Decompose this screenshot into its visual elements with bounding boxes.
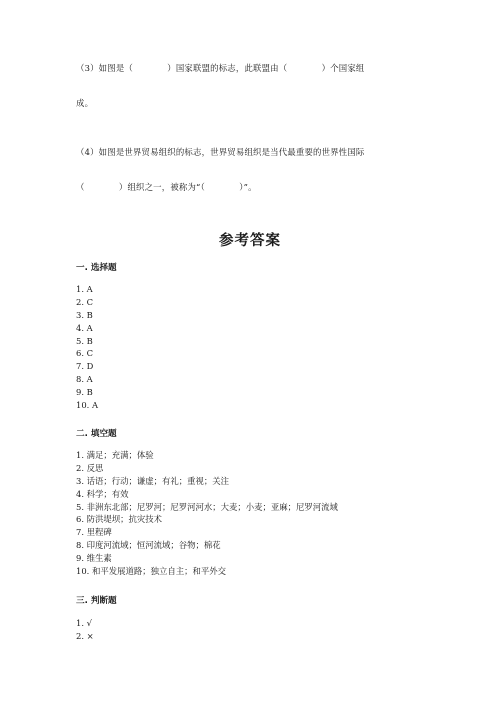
answer-item: 10. A <box>76 400 99 411</box>
answer-item: 4. 科学；有效 <box>76 488 129 499</box>
answer-item: 3. 话语；行动；谦虚；有礼；重视；关注 <box>76 475 230 486</box>
answer-item: 7. D <box>76 361 94 372</box>
answer-item: 10. 和平发展道路；独立自主；和平外交 <box>76 566 226 577</box>
answer-item: 1. √ <box>76 618 92 628</box>
question-4-line-1: （4）如图是世界贸易组织的标志，世界贸易组织是当代最重要的世界性国际 <box>76 147 365 157</box>
answer-item: 2. × <box>76 630 94 641</box>
section-heading-true-false: 三. 判断题 <box>76 596 117 606</box>
answer-item: 2. C <box>76 296 94 307</box>
answer-item: 8. 印度河流域；恒河流域；谷物；棉花 <box>76 540 221 551</box>
section-heading-fill-blank: 二. 填空题 <box>76 429 117 439</box>
answer-item: 3. B <box>76 309 93 320</box>
question-3-line-2: 成。 <box>76 98 94 108</box>
answer-key-title: 参考答案 <box>219 233 281 249</box>
answer-item: 2. 反思 <box>76 462 104 473</box>
fill-blank-answers-list <box>76 449 338 578</box>
answer-item: 9. 维生素 <box>76 553 112 564</box>
answer-item: 1. 满足；充满；体验 <box>76 450 154 460</box>
answer-item: 1. A <box>76 284 93 294</box>
answer-item: 7. 里程碑 <box>76 527 112 538</box>
choice-answers-list <box>76 283 98 412</box>
answer-item: 8. A <box>76 374 93 385</box>
question-3-line-1: （3）如图是（ ）国家联盟的标志，此联盟由（ ）个国家组 <box>76 63 365 73</box>
true-false-answers-list <box>76 617 94 643</box>
answer-item: 6. C <box>76 348 94 359</box>
answer-item: 9. B <box>76 387 93 398</box>
section-heading-choice: 一. 选择题 <box>76 263 117 273</box>
question-4-line-2: （ ）组织之一，被称为“（ ）”。 <box>76 182 257 192</box>
answer-item: 4. A <box>76 322 93 333</box>
answer-item: 5. 非洲东北部；尼罗河；尼罗河河水；大麦；小麦；亚麻；尼罗河流域 <box>76 501 338 512</box>
answer-item: 6. 防洪堤坝；抗灾技术 <box>76 514 163 525</box>
answer-item: 5. B <box>76 335 93 346</box>
